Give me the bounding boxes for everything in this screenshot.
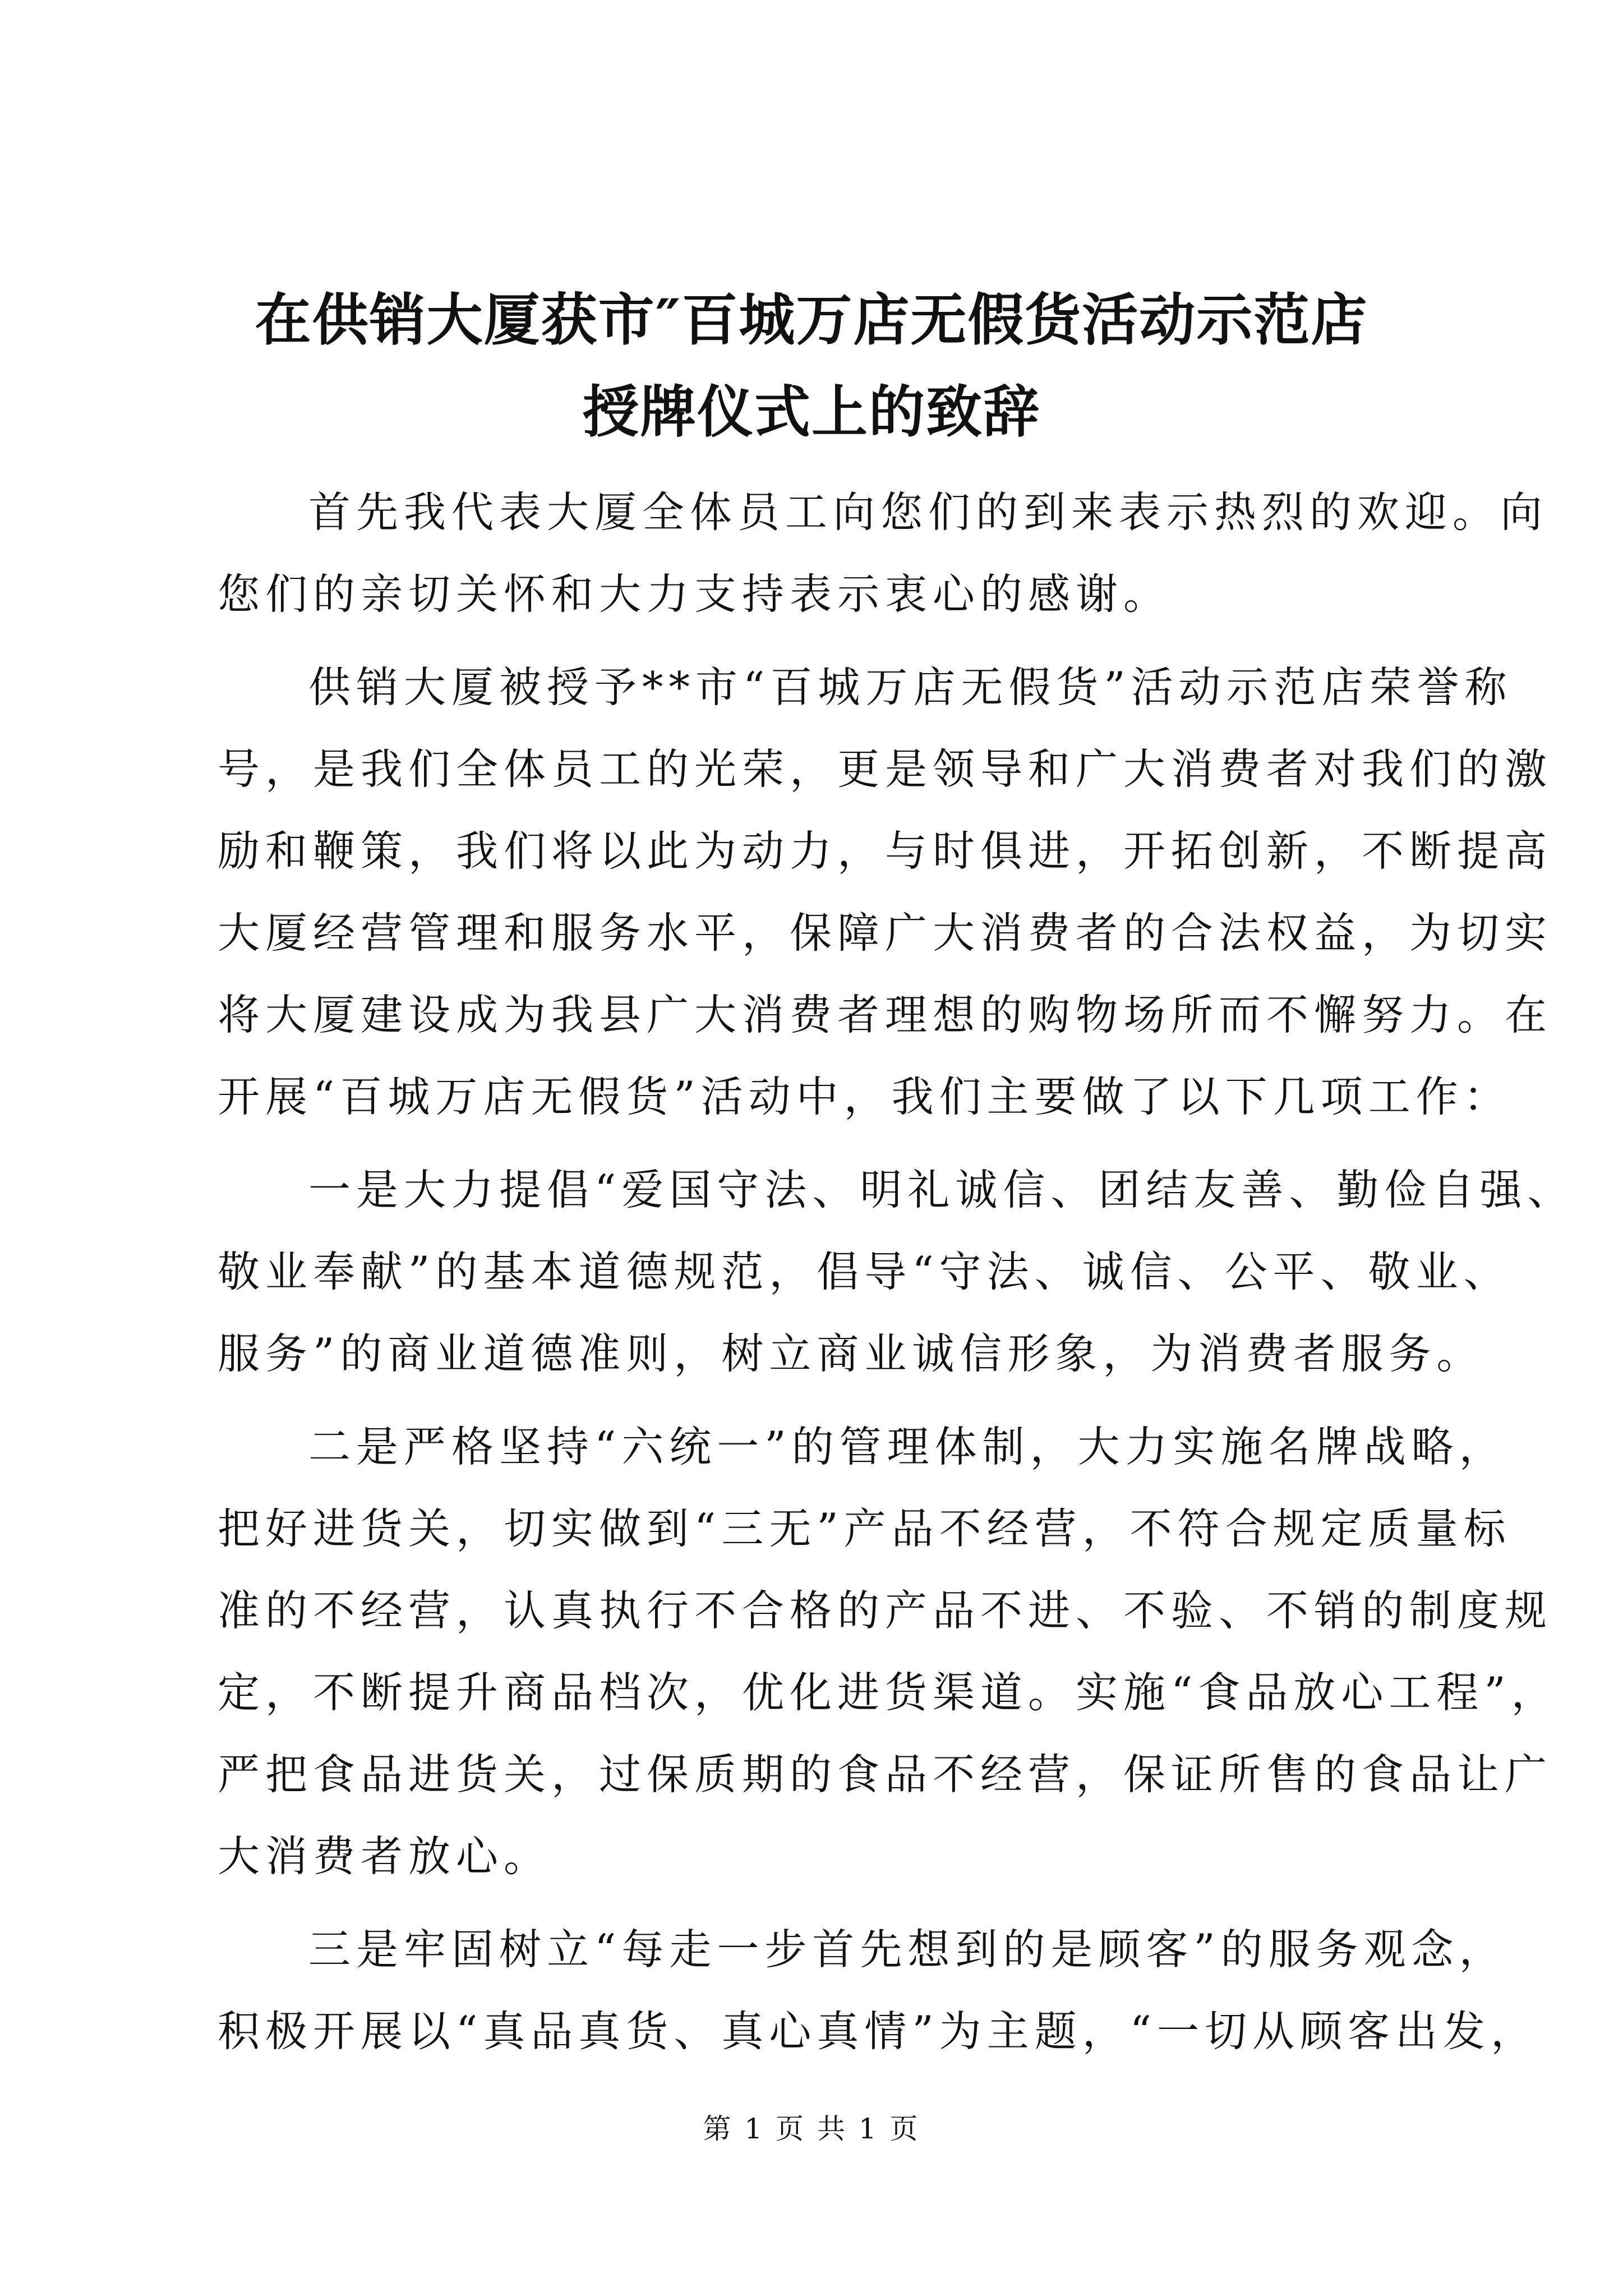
paragraph-line: 定，不断提升商品档次，优化进货渠道。实施“食品放心工程”，	[218, 1668, 1559, 1717]
paragraph	[218, 471, 1548, 635]
title-line: 授牌仪式上的致辞	[583, 379, 1040, 445]
paragraph-line: 励和鞭策，我们将以此为动力，与时俱进，开拓创新，不断提高	[218, 826, 1553, 876]
paragraph-line: 开展“百城万店无假货”活动中，我们主要做了以下几项工作：	[218, 1072, 1511, 1121]
page-footer: 第 1 页 共 1 页	[703, 2113, 920, 2145]
paragraph	[218, 646, 1553, 1138]
paragraph-line: 供销大厦被授予**市“百城万店无假货”活动示范店荣誉称	[308, 662, 1513, 712]
paragraph-line: 把好进货关，切实做到“三无”产品不经营，不符合规定质量标	[218, 1504, 1511, 1553]
paragraph-line: 服务”的商业道德准则，树立商业诚信形象，为消费者服务。	[218, 1329, 1484, 1378]
paragraph-line: 您们的亲切关怀和大力支持表示衷心的感谢。	[218, 569, 1172, 619]
paragraph-line: 准的不经营，认真执行不合格的产品不进、不验、不销的制度规	[218, 1586, 1553, 1635]
paragraph-line: 首先我代表大厦全体员工向您们的到来表示热烈的欢迎。向	[308, 487, 1548, 537]
paragraph-line: 三是牢固树立“每走一步首先想到的是顾客”的服务观念，	[308, 1925, 1507, 1974]
paragraph-line: 大厦经营管理和服务水平，保障广大消费者的合法权益，为切实	[218, 908, 1553, 958]
document-body	[218, 471, 1575, 2083]
paragraph-line: 一是大力提倡“爱国守法、明礼诚信、团结友善、勤俭自强、	[308, 1165, 1575, 1214]
paragraph-line: 大消费者放心。	[218, 1832, 552, 1881]
paragraph	[218, 1149, 1575, 1395]
paragraph	[218, 1908, 1539, 2072]
paragraph-line: 严把食品进货关，过保质期的食品不经营，保证所售的食品让广	[218, 1750, 1553, 1799]
document-title	[168, 274, 1455, 458]
paragraph-line: 敬业奉献”的基本道德规范，倡导“守法、诚信、公平、敬业、	[218, 1247, 1511, 1296]
paragraph	[218, 1406, 1559, 1897]
title-line: 在供销大厦获市″百城万店无假货活动示范店	[255, 287, 1368, 353]
paragraph-line: 号，是我们全体员工的光荣，更是领导和广大消费者对我们的激	[218, 744, 1553, 794]
paragraph-line: 二是严格坚持“六统一”的管理体制，大力实施名牌战略，	[308, 1422, 1507, 1471]
paragraph-line: 积极开展以“真品真货、真心真情”为主题，“一切从顾客出发，	[218, 2007, 1539, 2056]
paragraph-line: 将大厦建设成为我县广大消费者理想的购物场所而不懈努力。在	[218, 990, 1553, 1039]
